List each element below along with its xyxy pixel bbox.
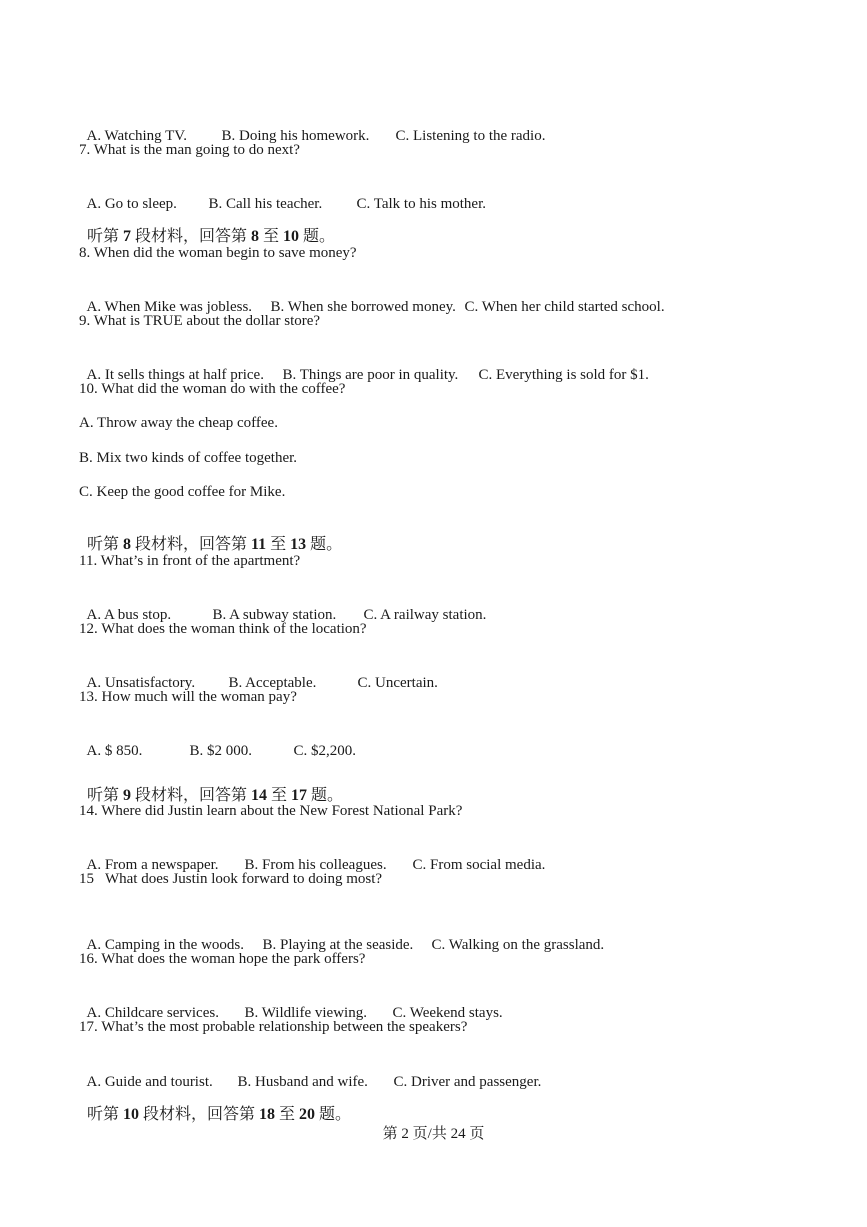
question-10-option-b: B. Mix two kinds of coffee together. xyxy=(79,450,298,466)
option-c: C. Uncertain. xyxy=(357,675,438,691)
option-c: C. When her child started school. xyxy=(464,299,665,315)
section-heading-8: 听第 8 段材料，回答第 11 至 13 题。 xyxy=(87,536,343,553)
option-b: B. A subway station. xyxy=(212,607,337,623)
option-a: A. A bus stop. xyxy=(86,607,172,623)
option-a: A. Guide and tourist. xyxy=(86,1074,213,1090)
question-17: 17. What’s the most probable relationship between the speakers? xyxy=(79,1019,468,1035)
option-b: B. Playing at the seaside. xyxy=(262,937,414,953)
option-c: C. Listening to the radio. xyxy=(395,128,546,144)
option-b: B. Wildlife viewing. xyxy=(244,1005,367,1021)
question-14: 14. Where did Justin learn about the New Forest National Park? xyxy=(79,803,463,819)
question-13-options xyxy=(79,721,356,761)
option-b: B. Call his teacher. xyxy=(208,196,323,212)
option-a: A. When Mike was jobless. xyxy=(86,299,253,315)
page-footer: 第 2 页/共 24 页 xyxy=(382,1126,485,1142)
section-heading-7: 听第 7 段材料，回答第 8 至 10 题。 xyxy=(87,228,336,245)
option-b: B. Acceptable. xyxy=(228,675,317,691)
question-8: 8. When did the woman begin to save money? xyxy=(79,245,357,261)
option-b: B. Husband and wife. xyxy=(237,1074,368,1090)
question-13: 13. How much will the woman pay? xyxy=(79,689,297,705)
option-c: C. $2,200. xyxy=(293,743,357,759)
option-c: C. From social media. xyxy=(412,857,546,873)
option-b: B. Doing his homework. xyxy=(221,128,370,144)
option-b: B. From his colleagues. xyxy=(244,857,387,873)
option-b: B. Things are poor in quality. xyxy=(282,367,459,383)
option-c: C. Weekend stays. xyxy=(392,1005,503,1021)
option-b: B. When she borrowed money. xyxy=(270,299,456,315)
option-a: A. Camping in the woods. xyxy=(86,937,244,953)
question-15: 15 What does Justin look forward to doing most? xyxy=(79,871,383,887)
question-11: 11. What’s in front of the apartment? xyxy=(79,553,301,569)
question-16: 16. What does the woman hope the park offers? xyxy=(79,951,366,967)
question-10-option-a: A. Throw away the cheap coffee. xyxy=(79,415,278,431)
option-a: A. Unsatisfactory. xyxy=(86,675,196,691)
option-a: A. Go to sleep. xyxy=(86,196,177,212)
option-c: C. Driver and passenger. xyxy=(393,1074,542,1090)
option-a: A. $ 850. xyxy=(86,743,143,759)
question-10-option-c: C. Keep the good coffee for Mike. xyxy=(79,484,286,500)
section-heading-9: 听第 9 段材料，回答第 14 至 17 题。 xyxy=(87,787,344,804)
option-a: A. It sells things at half price. xyxy=(86,367,264,383)
option-c: C. Talk to his mother. xyxy=(356,196,487,212)
question-12: 12. What does the woman think of the location? xyxy=(79,621,367,637)
option-b: B. $2 000. xyxy=(189,743,253,759)
option-a: A. Childcare services. xyxy=(86,1005,219,1021)
option-c: C. A railway station. xyxy=(363,607,487,623)
option-c: C. Everything is sold for $1. xyxy=(478,367,649,383)
question-7: 7. What is the man going to do next? xyxy=(79,142,300,158)
section-heading-10: 听第 10 段材料，回答第 18 至 20 题。 xyxy=(87,1106,352,1123)
option-a: A. Watching TV. xyxy=(86,128,187,144)
question-9: 9. What is TRUE about the dollar store? xyxy=(79,313,321,329)
option-a: A. From a newspaper. xyxy=(86,857,219,873)
option-c: C. Walking on the grassland. xyxy=(431,937,605,953)
question-10: 10. What did the woman do with the coffee? xyxy=(79,381,346,397)
